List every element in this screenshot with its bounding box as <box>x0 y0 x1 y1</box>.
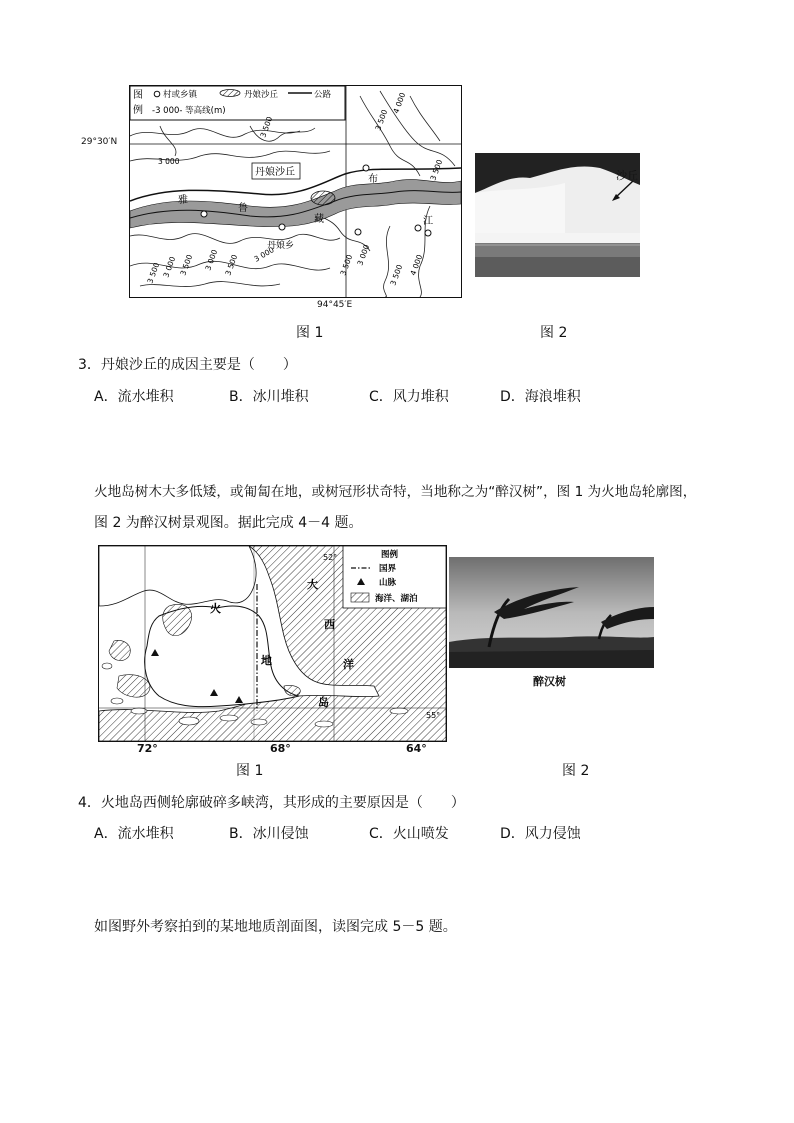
svg-text:3 500: 3 500 <box>373 108 390 132</box>
river-char-3: 藏 <box>314 214 324 225</box>
intro-paragraph-line-1: 火地岛树木大多低矮，或匍匐在地，或树冠形状奇特，当地称之为“醉汉树”，图 1 为火地岛轮廓图， <box>94 484 697 500</box>
svg-text:3 500: 3 500 <box>223 253 240 277</box>
legend-contour: -3 000- 等高线(m) <box>152 106 226 116</box>
legend-title-a: 图 <box>133 90 143 101</box>
longitude-72: 72° <box>137 742 158 755</box>
dunes-contour-map-svg <box>130 86 461 297</box>
intro-paragraph-line-2: 图 2 为醉汉树景观图。据此完成 4－4 题。 <box>94 515 363 531</box>
dune-photo <box>475 153 640 277</box>
river-char-2: 鲁 <box>238 203 248 214</box>
water-legend-icon <box>351 593 369 602</box>
question-4: 4．火地岛西侧轮廓破碎多峡湾，其形成的主要原因是（ ） <box>78 795 465 811</box>
svg-text:3 500: 3 500 <box>428 158 445 182</box>
dune-symbol-icon <box>220 90 240 97</box>
legend-water: 海洋、湖泊 <box>375 594 418 604</box>
svg-text:3 000: 3 000 <box>161 255 178 279</box>
q3-option-a[interactable]: A．流水堆积 <box>94 389 174 405</box>
figure-caption-2b: 图 2 <box>562 763 590 779</box>
q4-option-d[interactable]: D．风力侵蚀 <box>500 826 581 842</box>
intro-paragraph-3: 如图野外考察拍到的某地地质剖面图，读图完成 5－5 题。 <box>94 919 457 935</box>
legend-road: 公路 <box>314 90 332 100</box>
legend-border: 国界 <box>379 564 397 574</box>
ocean-char-3: 洋 <box>343 658 354 671</box>
island-char-1: 火 <box>210 602 221 615</box>
drunken-tree-photo <box>449 557 654 668</box>
svg-text:4 000: 4 000 <box>408 253 425 277</box>
photo-dune-label: 沙丘 <box>616 169 638 182</box>
island-char-3: 岛 <box>318 696 329 709</box>
svg-text:3 000: 3 000 <box>203 248 220 272</box>
river-char-4: 布 <box>368 174 378 185</box>
q3-option-b[interactable]: B．冰川堆积 <box>229 389 309 405</box>
figure-caption-2: 图 2 <box>540 325 568 341</box>
svg-text:3 500: 3 500 <box>178 253 195 277</box>
longitude-64: 64° <box>406 742 427 755</box>
village-symbol-icon <box>154 91 160 97</box>
mainland-area <box>99 546 256 606</box>
legend-village: 村或乡镇 <box>163 90 198 100</box>
q3-option-c[interactable]: C．风力堆积 <box>369 389 449 405</box>
svg-text:3 500: 3 500 <box>145 261 162 285</box>
township-label: 丹娘乡 <box>267 241 295 251</box>
svg-text:3 500: 3 500 <box>388 263 405 287</box>
latitude-bottom: 55° <box>426 711 441 720</box>
dune-label: 丹娘沙丘 <box>255 167 295 178</box>
q4-option-a[interactable]: A．流水堆积 <box>94 826 174 842</box>
river-char-5: 江 <box>423 216 433 227</box>
legend-mountain: 山脉 <box>379 578 397 588</box>
tierra-del-fuego-map <box>98 545 447 742</box>
svg-text:3 500: 3 500 <box>338 253 355 277</box>
legend-dune: 丹娘沙丘 <box>244 90 279 100</box>
legend-title: 图例 <box>381 550 399 560</box>
river-char-1: 雅 <box>178 195 188 206</box>
ocean-char-2: 西 <box>324 618 335 631</box>
dune-area <box>311 191 335 205</box>
island-char-2: 地 <box>261 654 272 667</box>
tierra-del-fuego-map-svg <box>99 546 446 741</box>
q3-option-d[interactable]: D．海浪堆积 <box>500 389 581 405</box>
latitude-label: 29°30′N <box>81 137 118 147</box>
svg-text:4 000: 4 000 <box>391 91 408 115</box>
figure-caption-1b: 图 1 <box>236 763 264 779</box>
longitude-68: 68° <box>270 742 291 755</box>
svg-text:3 500: 3 500 <box>258 115 275 139</box>
figure-caption-1: 图 1 <box>296 325 324 341</box>
latitude-top: 52° <box>323 553 338 562</box>
svg-text:3 000: 3 000 <box>355 243 372 267</box>
svg-text:3 000: 3 000 <box>252 245 276 264</box>
q4-option-c[interactable]: C．火山喷发 <box>369 826 449 842</box>
longitude-label: 94°45′E <box>317 300 353 310</box>
dunes-contour-map <box>129 85 462 298</box>
drunken-tree-caption: 醉汉树 <box>533 675 566 688</box>
svg-text:3 000: 3 000 <box>158 157 180 166</box>
ocean-char-1: 大 <box>307 578 318 591</box>
q4-option-b[interactable]: B．冰川侵蚀 <box>229 826 309 842</box>
question-3: 3．丹娘沙丘的成因主要是（ ） <box>78 357 297 373</box>
legend-title-b: 例 <box>133 105 143 116</box>
